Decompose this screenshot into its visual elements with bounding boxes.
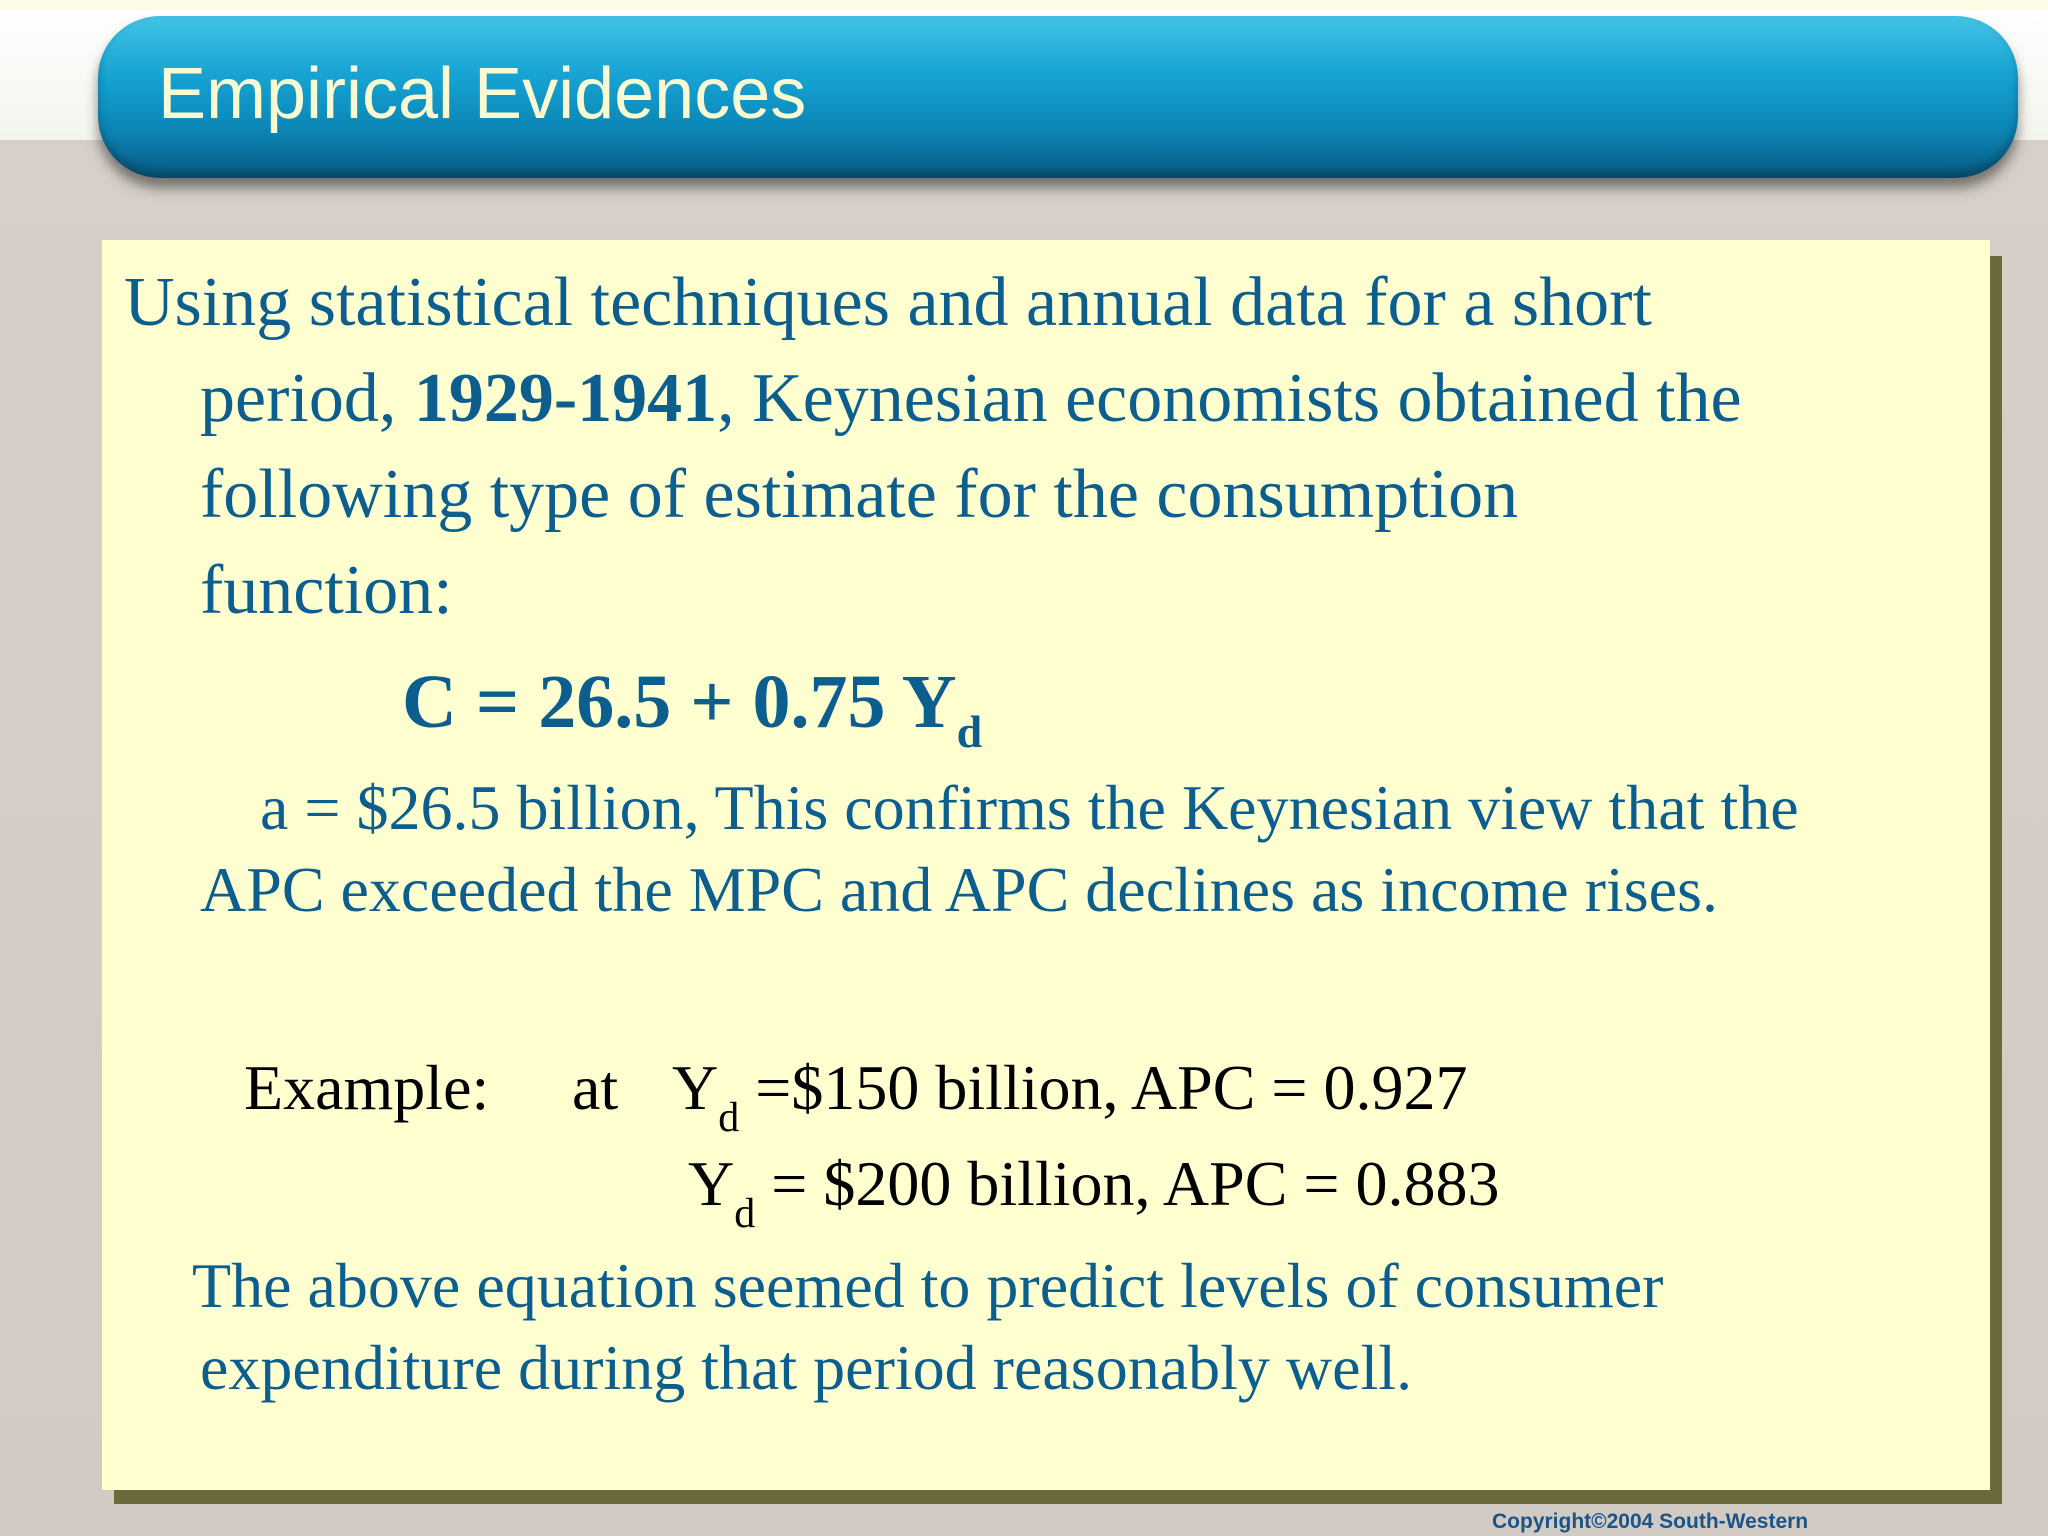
consumption-equation bbox=[402, 660, 983, 757]
paragraph-1-line-4: function: bbox=[200, 552, 453, 629]
paragraph-2-line-2: APC exceeded the MPC and APC declines as income rises. bbox=[200, 854, 1718, 925]
example-row-2-y: Y bbox=[688, 1148, 735, 1219]
example-row-2 bbox=[688, 1148, 1500, 1237]
period-years: 1929-1941 bbox=[413, 360, 718, 437]
example-row-2-values: = $200 billion, APC = 0.883 bbox=[755, 1148, 1500, 1219]
equation-main: C = 26.5 + 0.75 Y bbox=[402, 660, 957, 744]
equation-subscript: d bbox=[956, 706, 983, 757]
paragraph-2-line-1: a = $26.5 billion, This confirms the Keynesian view that the bbox=[260, 772, 1799, 843]
example-row-1-values: =$150 billion, APC = 0.927 bbox=[739, 1052, 1468, 1123]
period-suffix: , Keynesian economists obtained the bbox=[717, 360, 1742, 437]
copyright-notice: Copyright©2004 South-Western bbox=[1492, 1510, 1809, 1533]
paragraph-1-line-1: Using statistical techniques and annual data for a short bbox=[124, 264, 1652, 341]
example-row-1-y: Y bbox=[672, 1052, 719, 1123]
example-row-1-subscript: d bbox=[718, 1095, 740, 1141]
paragraph-1-line-3: following type of estimate for the consumption bbox=[200, 456, 1519, 533]
example-label: Example: bbox=[244, 1052, 490, 1123]
period-prefix: period, bbox=[200, 360, 414, 437]
top-accent-line bbox=[0, 0, 2048, 10]
paragraph-1-line-2 bbox=[200, 360, 1742, 437]
example-at: at bbox=[572, 1052, 619, 1123]
example-row-2-subscript: d bbox=[734, 1191, 756, 1237]
paragraph-3-line-1: The above equation seemed to predict levels of consumer bbox=[192, 1250, 1664, 1321]
slide-title: Empirical Evidences bbox=[158, 54, 807, 134]
example-row-1 bbox=[672, 1052, 1468, 1141]
paragraph-3-line-2: expenditure during that period reasonably well. bbox=[200, 1332, 1413, 1403]
